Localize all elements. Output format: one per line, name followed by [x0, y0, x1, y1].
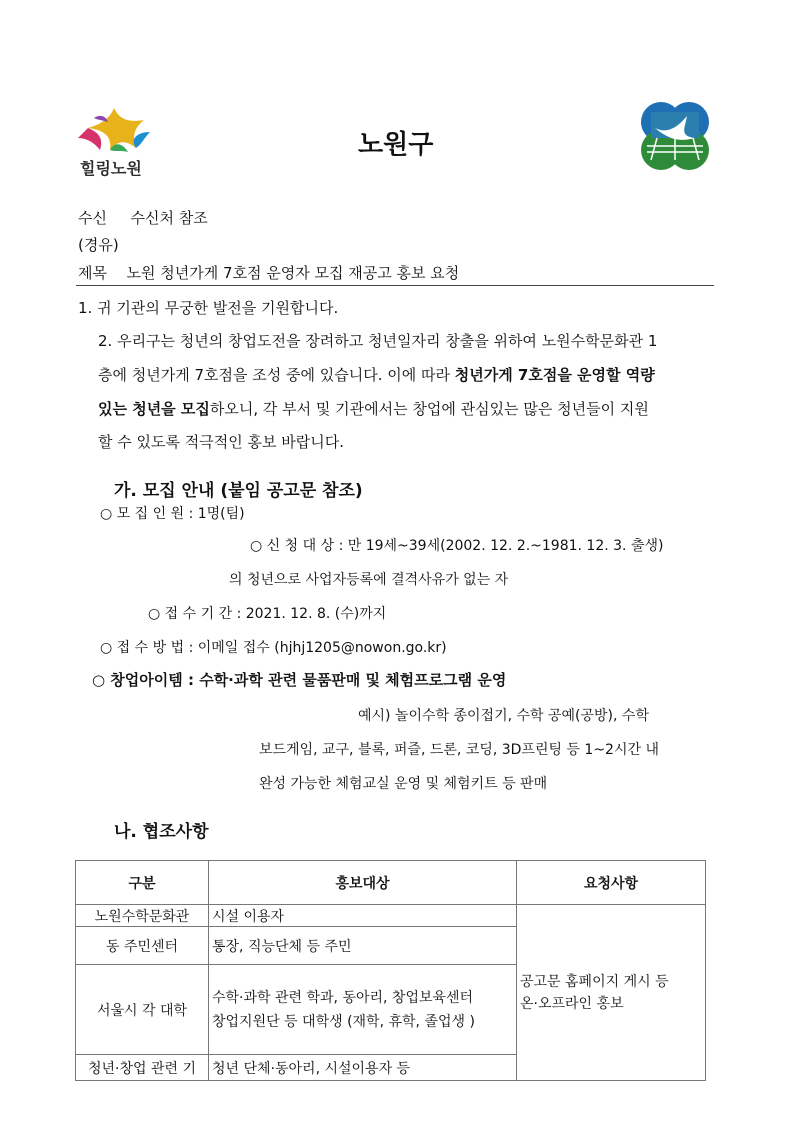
paragraph-2-line-4: 할 수 있도록 적극적인 홍보 바랍니다. — [98, 433, 344, 451]
row-target-line-2: 창업지원단 등 대학생 (재학, 휴학, 졸업생 ) — [212, 1013, 475, 1030]
paragraph-2-highlight: 청년가게 7호점을 운영할 역량 — [454, 366, 655, 384]
nowon-emblem-logo — [637, 98, 713, 174]
application-method: ○ 접 수 방 법 : 이메일 접수 (hjhj1205@nowon.go.kr) — [100, 640, 447, 656]
request-cell — [517, 905, 706, 1081]
subject-label: 제목 — [78, 264, 107, 282]
paragraph-2-line-3 — [98, 398, 649, 419]
row-target: 청년 단체·동아리, 시설이용자 등 — [209, 1055, 517, 1081]
row-target — [209, 965, 517, 1055]
paragraph-2-line-2 — [98, 364, 655, 385]
row-category: 동 주민센터 — [76, 927, 209, 965]
healing-nowon-logo — [74, 98, 156, 180]
recruit-count: ○ 모 집 인 원 : 1명(팀) — [100, 506, 245, 522]
header-target: 홍보대상 — [209, 861, 517, 905]
paragraph-2-highlight-2: 있는 청년을 모집 — [98, 400, 210, 418]
example-line-1: 예시) 놀이수학 종이접기, 수학 공예(공방), 수학 — [358, 708, 649, 724]
row-target: 시설 이용자 — [209, 905, 517, 927]
header-request: 요청사항 — [517, 861, 706, 905]
application-period: ○ 접 수 기 간 : 2021. 12. 8. (수)까지 — [148, 606, 387, 622]
row-category: 청년·창업 관련 기 — [76, 1055, 209, 1081]
header-category: 구분 — [76, 861, 209, 905]
subject-divider — [76, 285, 714, 286]
page-title: 노원구 — [358, 130, 434, 160]
example-line-3: 완성 가능한 체험교실 운영 및 체험키트 등 판매 — [259, 776, 548, 792]
paragraph-2-line-1: 2. 우리구는 청년의 창업도전을 장려하고 청년일자리 창출을 위하여 노원수학문화관 1 — [98, 332, 658, 350]
paragraph-1: 1. 귀 기관의 무궁한 발전을 기원합니다. — [78, 299, 339, 317]
cooperation-table — [75, 860, 706, 1081]
subject-row — [78, 262, 459, 283]
row-category: 노원수학문화관 — [76, 905, 209, 927]
eligibility-line-2: 의 청년으로 사업자등록에 결격사유가 없는 자 — [229, 572, 509, 588]
logo-left-text: 힐링노원 — [80, 159, 142, 178]
paragraph-2-text: 층에 청년가게 7호점을 조성 중에 있습니다. 이에 따라 — [98, 366, 455, 384]
startup-item: ○ 창업아이템 : 수학·과학 관련 물품판매 및 체험프로그램 운영 — [92, 671, 507, 689]
row-target: 통장, 직능단체 등 주민 — [209, 927, 517, 965]
paragraph-2-text-2: 하오니, 각 부서 및 기관에서는 창업에 관심있는 많은 청년들이 지원 — [209, 400, 649, 418]
recipient-row — [78, 207, 208, 228]
eligibility-line-1: ○ 신 청 대 상 : 만 19세~39세(2002. 12. 2.~1981. 12. 3. 출생) — [250, 538, 664, 554]
row-category: 서울시 각 대학 — [76, 965, 209, 1055]
section-a-title: 가. 모집 안내 (붙임 공고문 참조) — [114, 481, 363, 501]
request-line-1: 공고문 홈페이지 게시 등 — [520, 973, 669, 990]
recipient-label: 수신 — [78, 209, 107, 227]
row-target-line-1: 수학·과학 관련 학과, 동아리, 창업보육센터 — [212, 989, 474, 1006]
request-line-2: 온·오프라인 홍보 — [520, 995, 624, 1012]
table-row — [76, 905, 706, 927]
example-line-2: 보드게임, 교구, 블록, 퍼즐, 드론, 코딩, 3D프린팅 등 1~2시간 내 — [259, 742, 659, 758]
recipient-value: 수신처 참조 — [130, 209, 208, 227]
subject-value: 노원 청년가게 7호점 운영자 모집 재공고 홍보 요청 — [126, 264, 460, 282]
via-label: (경유) — [78, 236, 119, 254]
table-header-row — [76, 861, 706, 905]
section-b-title: 나. 협조사항 — [114, 822, 209, 842]
